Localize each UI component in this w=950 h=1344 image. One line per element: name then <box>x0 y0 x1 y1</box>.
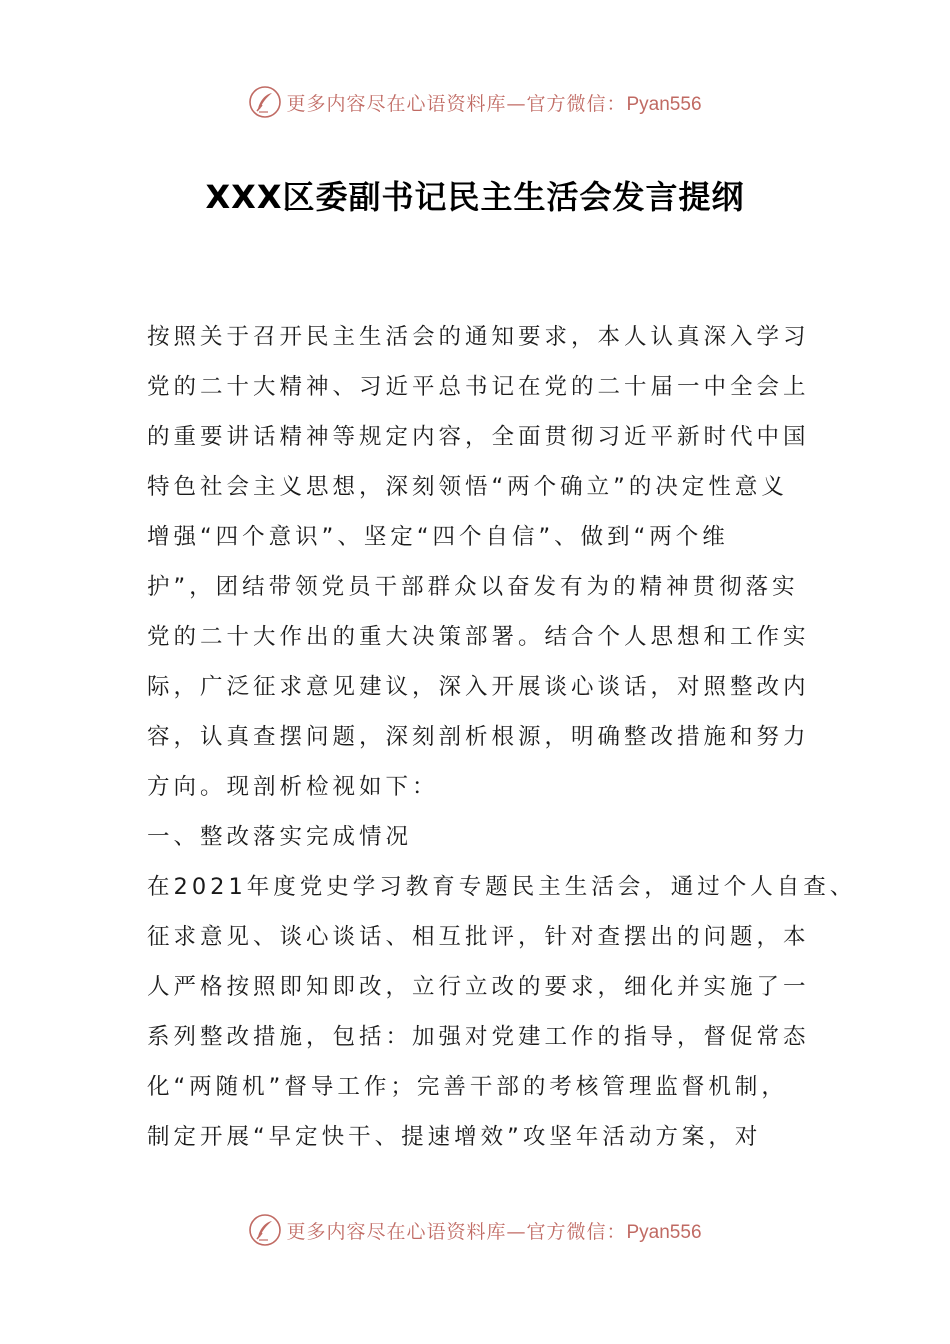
body-line: 按照关于召开民主生活会的通知要求，本人认真深入学习 <box>147 324 810 350</box>
body-line: 党的二十大精神、习近平总书记在党的二十届一中全会上 <box>147 374 810 400</box>
header-watermark <box>0 80 950 124</box>
document-title: XXX区委副书记民主生活会发言提纲 <box>205 178 745 216</box>
body-line: 制定开展“早定快干、提速增效”攻坚年活动方案，对 <box>147 1124 762 1150</box>
wechat-id: Pyan556 <box>626 1221 702 1243</box>
body-line: 人严格按照即知即改，立行立改的要求，细化并实施了一 <box>147 974 810 1000</box>
wechat-id: Pyan556 <box>626 93 702 115</box>
section-heading: 一、整改落实完成情况 <box>147 824 413 850</box>
body-line: 护”，团结带领党员干部群众以奋发有为的精神贯彻落实 <box>147 574 799 600</box>
body-line: 方向。现剖析检视如下： <box>147 774 439 800</box>
body-line: 的重要讲话精神等规定内容，全面贯彻习近平新时代中国 <box>147 424 810 450</box>
body-line: 增强“四个意识”、坚定“四个自信”、做到“两个维 <box>147 524 729 550</box>
body-line: 际，广泛征求意见建议，深入开展谈心谈话，对照整改内 <box>147 674 810 700</box>
body-line: 党的二十大作出的重大决策部署。结合个人思想和工作实 <box>147 624 810 650</box>
watermark-text: 更多内容尽在心语资料库—官方微信：Pyan556 <box>286 1220 702 1243</box>
body-line: 系列整改措施，包括：加强对党建工作的指导，督促常态 <box>147 1024 810 1050</box>
body-line: 在2021年度党史学习教育专题民主生活会，通过个人自查、 <box>147 874 857 900</box>
watermark-text: 更多内容尽在心语资料库—官方微信：Pyan556 <box>286 92 702 115</box>
footer-watermark <box>0 1208 950 1252</box>
body-line: 特色社会主义思想，深刻领悟“两个确立”的决定性意义 <box>147 474 788 500</box>
body-line: 容，认真查摆问题，深刻剖析根源，明确整改措施和努力 <box>147 724 810 750</box>
document-body <box>147 312 857 1162</box>
body-line: 化“两随机”督导工作；完善干部的考核管理监督机制， <box>147 1074 788 1100</box>
feather-pen-icon <box>248 1213 282 1247</box>
body-line: 征求意见、谈心谈话、相互批评，针对查摆出的问题，本 <box>147 924 810 950</box>
feather-pen-icon <box>248 85 282 119</box>
